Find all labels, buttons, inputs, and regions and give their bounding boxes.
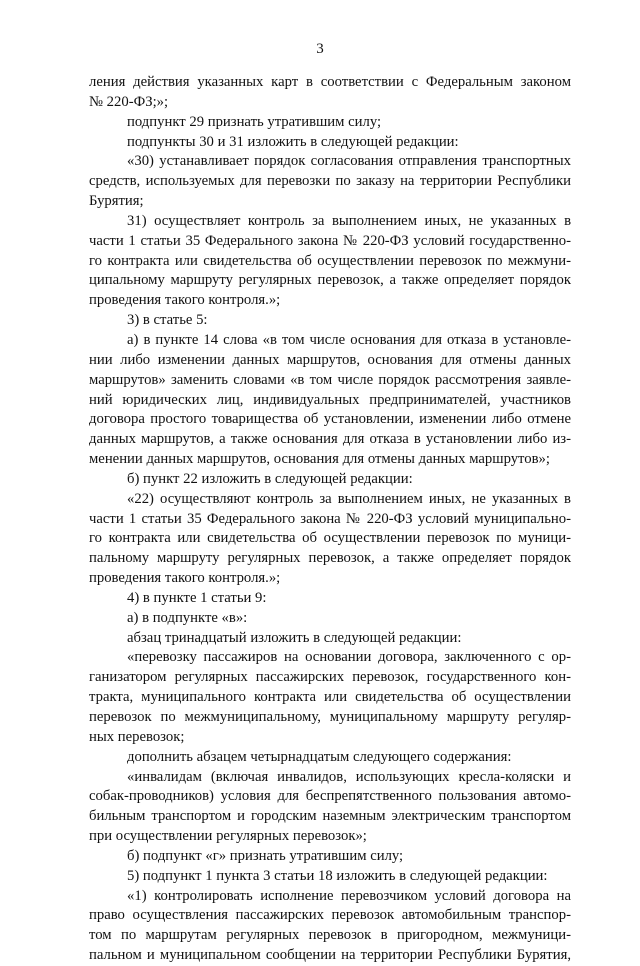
text-line: менении данных маршрутов, основания для отмены данных маршрутов»;: [89, 451, 550, 468]
text-line: части 1 статьи 35 Федерального закона № 220-ФЗ условий муниципально-: [89, 510, 571, 527]
text-line: тракта, муниципального контракта или свидетельства об осуществлении: [89, 689, 571, 706]
text-line: проведения такого контроля.»;: [89, 292, 281, 309]
document-body: [89, 73, 571, 966]
text-line: «30) устанавливает порядок согласования отправления транспортных: [127, 153, 571, 170]
text-line: нии либо изменении данных маршрутов, основания для отмены данных: [89, 351, 571, 368]
text-line: 3) в статье 5:: [127, 312, 208, 329]
text-line: го контракта или свидетельства об осуществлении перевозок по межмуни-: [89, 252, 571, 269]
text-line: собак-проводников) условия для беспрепятственного пользования автомо-: [89, 788, 571, 805]
text-line: ний юридических лиц, индивидуальных предпринимателей, участников: [89, 391, 571, 408]
text-line: данных маршрутов, а также основания для отказа в установлении либо из-: [89, 431, 571, 448]
text-line: Бурятия;: [89, 193, 144, 210]
text-line: части 1 статьи 35 Федерального закона № 220-ФЗ условий государственно-: [89, 232, 571, 249]
text-line: средств, используемых для перевозки по заказу на территории Республики: [89, 173, 571, 190]
text-line: № 220-ФЗ;»;: [89, 93, 169, 110]
text-line: проведения такого контроля.»;: [89, 570, 281, 587]
text-line: право осуществления пассажирских перевозок автомобильным транспор-: [89, 907, 571, 924]
text-line: ганизатором регулярных пассажирских перевозок, государственного кон-: [89, 669, 571, 686]
text-line: а) в подпункте «в»:: [127, 609, 248, 626]
text-line: «1) контролировать исполнение перевозчиком условий договора на: [127, 887, 571, 904]
text-line: маршрутов» заменить словами «в том числе порядок рассмотрения заявле-: [89, 371, 571, 388]
text-line: го контракта или свидетельства об осуществлении перевозок по муници-: [89, 530, 571, 547]
text-line: подпункты 30 и 31 изложить в следующей редакции:: [127, 133, 459, 150]
text-line: при осуществлении регулярных перевозок»;: [89, 828, 367, 845]
text-line: пальному маршруту регулярных перевозок, а также определяет порядок: [89, 550, 571, 567]
text-line: «инвалидам (включая инвалидов, использующих кресла-коляски и: [127, 768, 571, 785]
text-line: б) пункт 22 изложить в следующей редакции:: [127, 470, 413, 487]
text-line: абзац тринадцатый изложить в следующей редакции:: [127, 629, 462, 646]
text-line: перевозок по межмуниципальному, муниципальному маршруту регуляр-: [89, 709, 571, 725]
text-line: б) подпункт «г» признать утратившим силу;: [127, 847, 404, 864]
text-line: ления действия указанных карт в соответствии с Федеральным законом: [89, 74, 571, 90]
text-line: договора простого товарищества об установлении, изменении либо отмене: [89, 411, 571, 428]
text-line: том по маршрутам регулярных перевозок в пригородном, межмуници-: [89, 927, 571, 944]
page-number: 3: [316, 41, 324, 57]
text-line: подпункт 29 признать утратившим силу;: [127, 113, 382, 130]
text-line: ных перевозок;: [89, 728, 185, 745]
text-line: 5) подпункт 1 пункта 3 статьи 18 изложить в следующей редакции:: [127, 867, 548, 884]
text-line: 4) в пункте 1 статьи 9:: [127, 589, 267, 606]
text-line: пальном и муниципальном сообщении на территории Республики Бурятия,: [89, 947, 571, 964]
text-line: дополнить абзацем четырнадцатым следующего содержания:: [127, 748, 512, 765]
text-line: бильным транспортом и городским наземным электрическим транспортом: [89, 808, 571, 825]
text-line: 31) осуществляет контроль за выполнением иных, не указанных в: [127, 212, 571, 229]
text-line: «перевозку пассажиров на основании договора, заключенного с ор-: [127, 649, 571, 666]
text-line: «22) осуществляют контроль за выполнением иных, не указанных в: [127, 490, 571, 507]
text-line: а) в пункте 14 слова «в том числе основания для отказа в установле-: [127, 331, 571, 348]
text-line: ципальному маршруту регулярных перевозок, а также определяет порядок: [89, 272, 571, 289]
